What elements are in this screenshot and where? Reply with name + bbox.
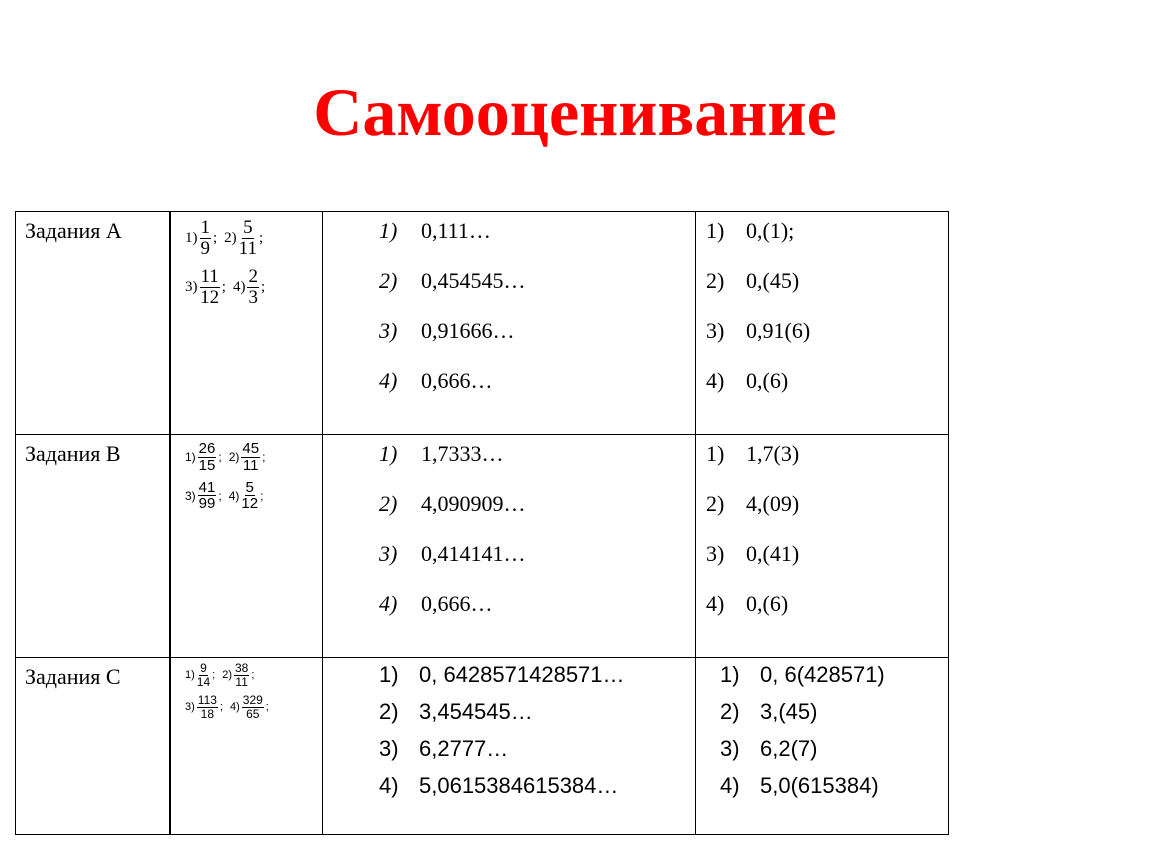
item-number: 1) bbox=[706, 218, 725, 243]
item-number: 1) bbox=[706, 441, 725, 466]
list-item bbox=[379, 591, 695, 641]
numerator: 41 bbox=[198, 478, 216, 496]
periodic-value: 0,(1); bbox=[746, 218, 795, 243]
periodic-value: 6,2(7) bbox=[760, 736, 818, 761]
list-item bbox=[379, 736, 695, 773]
fraction-number: 4) bbox=[232, 278, 246, 295]
item-number: 3) bbox=[720, 736, 740, 761]
fraction bbox=[200, 218, 212, 259]
decimal-value: 0,414141… bbox=[421, 541, 526, 566]
periodic-cell bbox=[696, 435, 949, 658]
item-number: 3) bbox=[379, 736, 399, 761]
task-label-cell bbox=[16, 658, 171, 835]
numerator: 113 bbox=[197, 693, 217, 708]
item-number: 4) bbox=[706, 591, 725, 616]
item-number: 1) bbox=[379, 662, 399, 687]
fraction-number: 3) bbox=[185, 278, 198, 295]
separator: ; bbox=[221, 278, 226, 295]
fraction-number: 4) bbox=[228, 488, 240, 503]
periodic-value: 0, 6(428571) bbox=[760, 662, 885, 687]
decimal-value: 0,666… bbox=[421, 591, 493, 616]
fraction bbox=[242, 694, 264, 720]
separator: ; bbox=[251, 669, 255, 682]
denominator: 99 bbox=[198, 495, 216, 513]
task-label: Задания А bbox=[25, 218, 122, 243]
fraction-line bbox=[185, 694, 322, 720]
fraction bbox=[197, 694, 218, 720]
item-number: 2) bbox=[720, 699, 740, 724]
list-item bbox=[379, 662, 695, 699]
list-item bbox=[379, 268, 695, 318]
numerator: 26 bbox=[198, 440, 216, 457]
list-item bbox=[720, 773, 948, 810]
decimal-value: 0,454545… bbox=[421, 268, 526, 293]
decimal-value: 0,91666… bbox=[421, 318, 515, 343]
separator: ; bbox=[260, 488, 264, 503]
page-title: Самооценивание bbox=[313, 74, 837, 150]
denominator: 3 bbox=[248, 286, 258, 308]
item-number: 4) bbox=[379, 773, 399, 798]
list-item bbox=[706, 218, 948, 268]
list-item bbox=[379, 773, 695, 810]
list-item bbox=[720, 736, 948, 773]
fractions-cell bbox=[170, 212, 323, 435]
fraction bbox=[198, 480, 217, 513]
list-item bbox=[706, 591, 948, 641]
decimal-value: 3,454545… bbox=[419, 699, 533, 724]
separator: ; bbox=[262, 450, 266, 465]
fraction-number: 3) bbox=[185, 488, 196, 503]
decimals-cell bbox=[323, 658, 696, 835]
periodic-value: 0,(6) bbox=[746, 591, 789, 616]
fraction bbox=[197, 662, 210, 688]
item-number: 4) bbox=[706, 368, 725, 393]
denominator: 12 bbox=[200, 286, 220, 308]
list-item bbox=[379, 368, 695, 418]
item-number: 1) bbox=[379, 441, 398, 466]
denominator: 11 bbox=[242, 456, 259, 474]
fraction bbox=[200, 267, 220, 308]
numerator: 329 bbox=[242, 693, 263, 708]
separator: ; bbox=[218, 450, 222, 465]
item-number: 1) bbox=[720, 662, 740, 687]
fraction bbox=[247, 267, 259, 308]
numerator: 2 bbox=[248, 265, 258, 287]
fraction bbox=[241, 441, 260, 474]
numerator: 38 bbox=[234, 661, 249, 675]
periodic-value: 0,(6) bbox=[746, 368, 789, 393]
decimal-value: 0, 6428571428571… bbox=[419, 662, 625, 687]
separator: ; bbox=[218, 488, 222, 503]
separator: ; bbox=[258, 229, 264, 246]
fractions-cell bbox=[170, 658, 323, 835]
separator: ; bbox=[213, 229, 218, 246]
fraction-line bbox=[185, 218, 322, 259]
item-number: 3) bbox=[379, 318, 398, 343]
list-item bbox=[379, 541, 695, 591]
fraction-line bbox=[185, 267, 322, 308]
item-number: 1) bbox=[379, 218, 398, 243]
list-item bbox=[379, 218, 695, 268]
numerator: 11 bbox=[200, 265, 219, 287]
item-number: 2) bbox=[706, 268, 725, 293]
fraction-number: 2) bbox=[228, 450, 240, 465]
periodic-value: 4,(09) bbox=[746, 491, 800, 516]
table-row bbox=[16, 435, 949, 658]
list-item bbox=[706, 541, 948, 591]
periodic-value: 0,(45) bbox=[746, 268, 800, 293]
separator: ; bbox=[265, 701, 269, 714]
numerator: 45 bbox=[242, 440, 260, 457]
denominator: 11 bbox=[238, 237, 257, 259]
item-number: 2) bbox=[379, 491, 398, 516]
decimal-value: 0,111… bbox=[421, 218, 491, 243]
denominator: 15 bbox=[198, 456, 216, 474]
fraction-number: 1) bbox=[185, 450, 196, 465]
list-item bbox=[706, 268, 948, 318]
numerator: 9 bbox=[200, 661, 207, 675]
item-number: 3) bbox=[706, 541, 725, 566]
item-number: 4) bbox=[379, 368, 398, 393]
task-label-cell bbox=[16, 435, 171, 658]
periodic-cell bbox=[696, 212, 949, 435]
periodic-value: 3,(45) bbox=[760, 699, 818, 724]
denominator: 9 bbox=[200, 237, 210, 259]
list-item bbox=[706, 368, 948, 418]
fraction-number: 3) bbox=[185, 701, 195, 714]
fraction-line bbox=[185, 662, 322, 688]
fraction-number: 1) bbox=[185, 669, 195, 682]
list-item bbox=[720, 699, 948, 736]
task-label: Задания С bbox=[25, 664, 121, 689]
item-number: 4) bbox=[720, 773, 740, 798]
decimal-value: 5,0615384615384… bbox=[419, 773, 619, 798]
fraction bbox=[198, 441, 217, 474]
fraction bbox=[241, 480, 258, 513]
denominator: 12 bbox=[241, 495, 259, 513]
periodic-value: 0,(41) bbox=[746, 541, 800, 566]
list-item bbox=[379, 699, 695, 736]
periodic-value: 1,7(3) bbox=[746, 441, 800, 466]
list-item bbox=[706, 318, 948, 368]
table-row bbox=[16, 212, 949, 435]
fraction-number: 2) bbox=[224, 229, 237, 246]
numerator: 5 bbox=[245, 478, 254, 496]
decimal-value: 6,2777… bbox=[419, 736, 509, 761]
fraction bbox=[239, 218, 257, 259]
list-item bbox=[379, 318, 695, 368]
list-item bbox=[720, 662, 948, 699]
item-number: 4) bbox=[379, 591, 398, 616]
periodic-value: 0,91(6) bbox=[746, 318, 811, 343]
item-number: 2) bbox=[379, 268, 398, 293]
decimal-value: 4,090909… bbox=[421, 491, 526, 516]
list-item bbox=[379, 491, 695, 541]
fraction-number: 2) bbox=[222, 669, 232, 682]
denominator: 18 bbox=[200, 706, 215, 721]
list-item bbox=[379, 441, 695, 491]
denominator: 65 bbox=[246, 706, 260, 721]
decimals-cell bbox=[323, 212, 696, 435]
fraction-number: 1) bbox=[185, 229, 198, 246]
list-item bbox=[706, 491, 948, 541]
numerator: 5 bbox=[243, 217, 253, 238]
item-number: 3) bbox=[706, 318, 725, 343]
separator: ; bbox=[212, 669, 216, 682]
fraction bbox=[234, 662, 249, 688]
denominator: 11 bbox=[235, 674, 248, 689]
answers-table bbox=[15, 211, 949, 835]
decimal-value: 0,666… bbox=[421, 368, 493, 393]
fractions-cell bbox=[170, 435, 323, 658]
item-number: 2) bbox=[706, 491, 725, 516]
periodic-value: 5,0(615384) bbox=[760, 773, 879, 798]
list-item bbox=[706, 441, 948, 491]
fraction-line bbox=[185, 441, 322, 474]
periodic-cell bbox=[696, 658, 949, 835]
separator: ; bbox=[219, 701, 223, 714]
numerator: 1 bbox=[200, 217, 210, 238]
fraction-number: 4) bbox=[229, 701, 240, 714]
denominator: 14 bbox=[196, 674, 211, 689]
task-label-cell bbox=[16, 212, 171, 435]
decimals-cell bbox=[323, 435, 696, 658]
item-number: 3) bbox=[379, 541, 398, 566]
item-number: 2) bbox=[379, 699, 399, 724]
separator: ; bbox=[260, 278, 266, 295]
decimal-value: 1,7333… bbox=[421, 441, 504, 466]
table-row bbox=[16, 658, 949, 835]
fraction-line bbox=[185, 480, 322, 513]
task-label: Задания В bbox=[25, 441, 121, 466]
